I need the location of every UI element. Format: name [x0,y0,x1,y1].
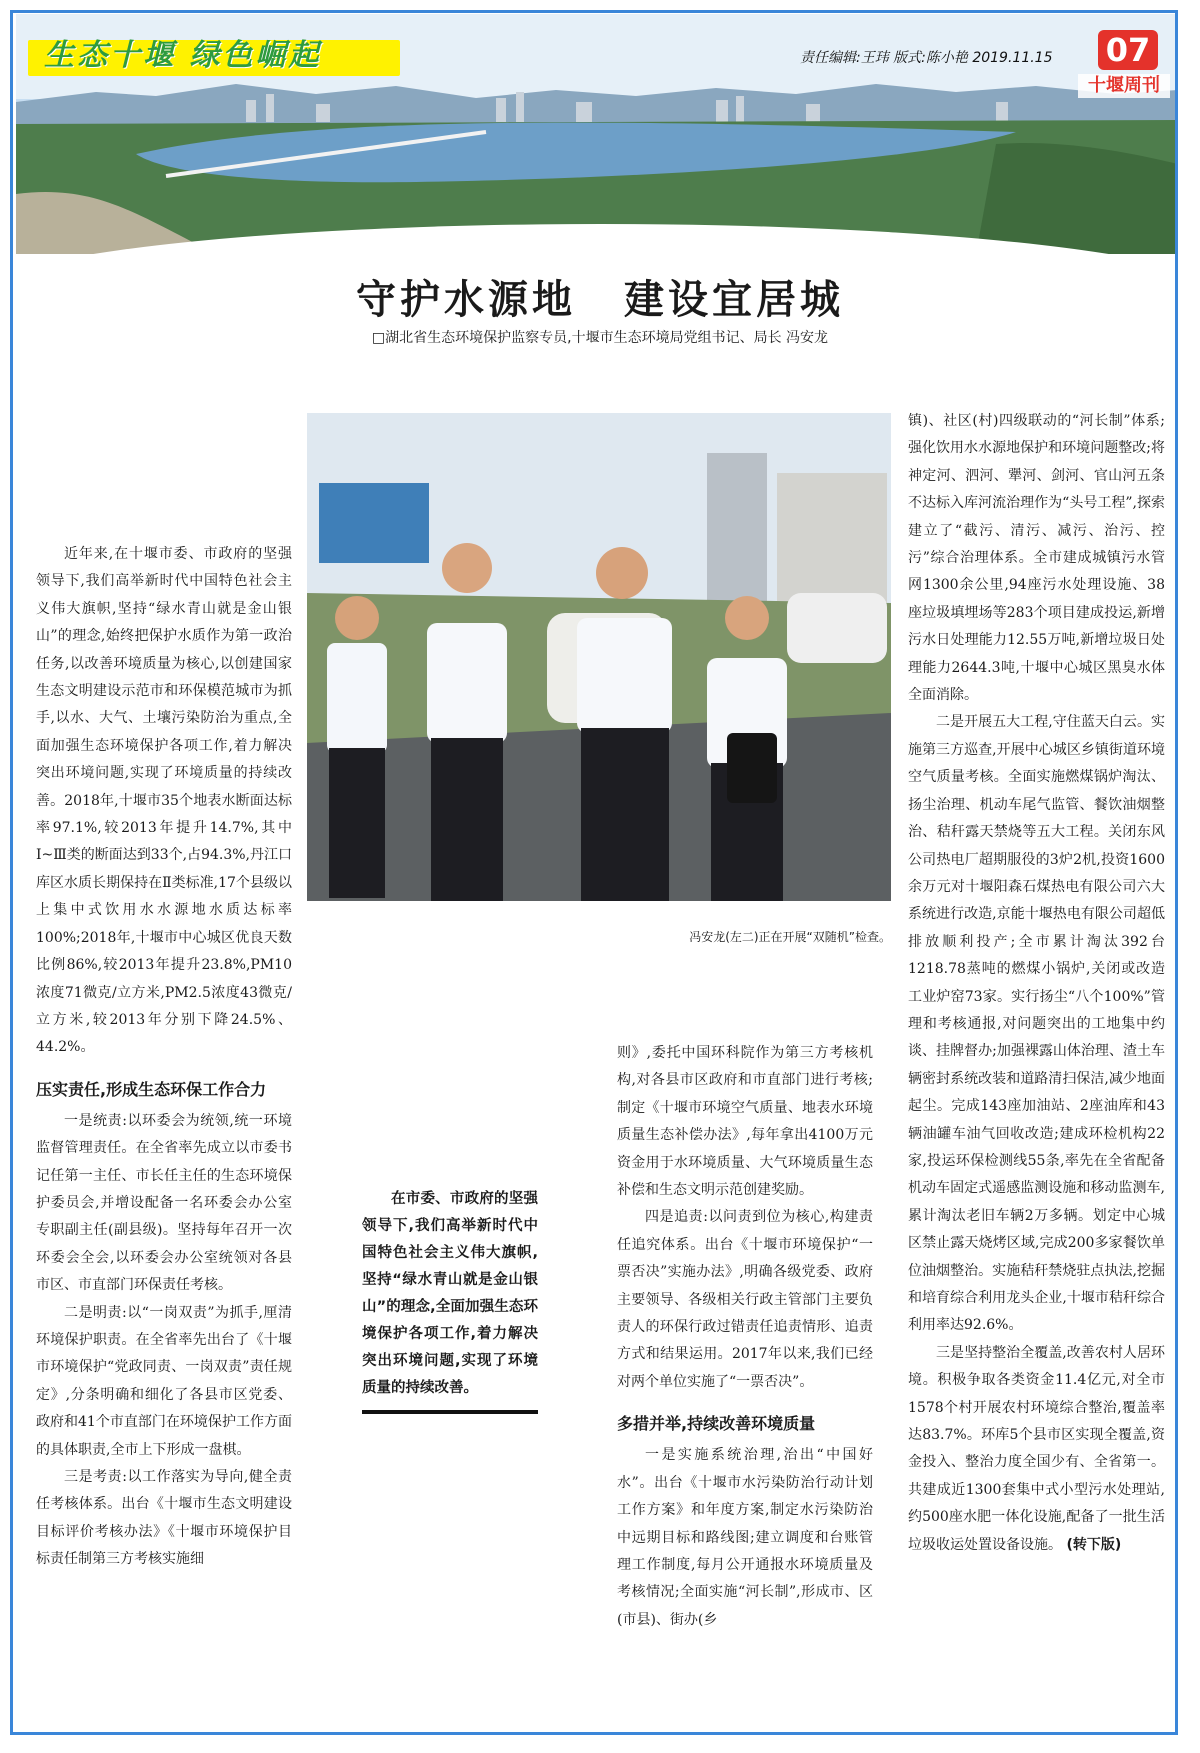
paragraph: 一是统责:以环委会为统领,统一环境监督管理责任。在全省率先成立以市委书记任第一主任、市长任主任的生态环境保护委员会,并增设配备一名环委会办公室专职副主任(副县级)。坚持每年召开一次环委会全会,以环委会办公室统领对各县市区、市直部门环保责任考核。 [36,1112,292,1294]
paragraph: 一是实施系统治理,治出“中国好水”。出台《十堰市水污染防治行动计划工作方案》和年度方案,制定水污染防治中远期目标和路线图;建立调度和台账管理工作制度,每月公开通报水环境质量及考核情况;全面实施“河长制”,形成市、区(市县)、街办(乡 [617,1447,873,1628]
editor-credits: 责任编辑:王玮 版式:陈小艳 2019.11.15 [800,50,1053,66]
paragraph: 近年来,在十堰市委、市政府的坚强领导下,我们高举新时代中国特色社会主义伟大旗帜,坚持“绿水青山就是金山银山”的理念,始终把保护水质作为第一政治任务,以改善环境质量为核心,以创建国家生态文明建设示范市和环保模范城市为抓手,以水、大气、土壤污染防治为重点,全面加强生态环境保护各项工作,着力解决突出环境问题,实现了环境质量的持续改善。2018年,十堰市35个地表水断面达标率97.1%,较2013年提升14.7%,其中Ⅰ~Ⅲ类的断面达到33个,占94.3%,丹江口库区水质长期保持在Ⅱ类标准,17个县级以上集中式饮用水水源地水质达标率100%;2018年,十堰市中心城区优良天数比例86%,较2013年提升23.8%,PM10浓度71微克/立方米,PM2.5浓度43微克/立方米,较2013年分别下降24.5%、44.2%。 [36,546,292,1056]
paragraph-text: 三是坚持整治全覆盖,改善农村人居环境。积极争取各类资金11.4亿元,对全市1578个村开展农村环境综合整治,覆盖率达83.7%。环库5个县市区实现全覆盖,资金投入、整治力度全国少有、全省第一。共建成近1300套集中式小型污水处理站,约500座水肥一体化设施,配备了一批生活垃圾收运处置设备设施。 [908,1344,1165,1553]
section-heading: 压实责任,形成生态环保工作合力 [36,1079,267,1099]
pull-quote: 在市委、市政府的坚强领导下,我们高举新时代中国特色社会主义伟大旗帜,坚持“绿水青山就是金山银山”的理念,全面加强生态环境保护各项工作,着力解决突出环境问题,实现了环境质量的持续改善。 [362,1186,538,1414]
inspection-scene-image [307,413,891,901]
article-byline: □湖北省生态环境保护监察专员,十堰市生态环境局党组书记、局长 冯安龙 [371,330,829,346]
article-photo [307,413,891,901]
section-slogan: 生态十堰 绿色崛起 [44,38,322,73]
newspaper-name: 十堰周刊 [1078,74,1170,98]
photo-caption: 冯安龙(左二)正在开展“双随机”检查。 [689,930,891,944]
paragraph: 镇)、社区(村)四级联动的“河长制”体系;强化饮用水水源地保护和环境问题整改;将神定河、泗河、犟河、剑河、官山河五条不达标入库河流治理作为“头号工程”,探索建立了“截污、清污、减污、治污、控污”综合治理体系。全市建成城镇污水管网1300余公里,94座污水处理设施、38座垃圾填埋场等283个项目建成投运,新增污水日处理能力12.55万吨,新增垃圾日处理能力2644.3吨,十堰中心城区黑臭水体全面消除。 [908,413,1165,704]
paragraph: 二是明责:以“一岗双责”为抓手,厘清环境保护职责。在全省率先出台了《十堰市环境保护“党政同责、一岗双责”责任规定》,分条明确和细化了各县市区党委、政府和41个市直部门在环境保护工作方面的具体职责,全市上下形成一盘棋。 [36,1304,292,1458]
article-title: 守护水源地 建设宜居城 [356,276,844,323]
paragraph [908,1340,1165,1559]
page-number-badge: 07 [1098,30,1158,70]
section-heading: 多措并举,持续改善环境质量 [617,1414,816,1434]
paragraph: 四是追责:以问责到位为核心,构建责任追究体系。出台《十堰市环境保护“一票否决”实施办法》,明确各级党委、政府主要领导、各级相关行政主管部门主要负责人的环保行政过错责任追责情形、追责方式和结果运用。2017年以来,我们已经对两个单位实施了“一票否决”。 [617,1209,873,1390]
paragraph: 则》,委托中国环科院作为第三方考核机构,对各县市区政府和市直部门进行考核;制定《十堰市环境空气质量、地表水环境质量生态补偿办法》,每年拿出4100万元资金用于水环境质量、大气环境质量生态补偿和生态文明示范创建奖励。 [617,1045,873,1199]
paragraph: 三是考责:以工作落实为导向,健全责任考核体系。出台《十堰市生态文明建设目标评价考核办法》《十堰市环境保护目标责任制第三方考核实施细 [36,1469,292,1568]
column-4 [908,408,1165,1559]
column-1 [36,541,292,1574]
continued-note: (转下版) [1066,1536,1122,1553]
column-3 [617,1040,873,1634]
paragraph: 二是开展五大工程,守住蓝天白云。实施第三方巡查,开展中心城区乡镇街道环境空气质量考核。全面实施燃煤锅炉淘汰、扬尘治理、机动车尾气监管、餐饮油烟整治、秸秆露天禁烧等五大工程。关闭东风公司热电厂超期服役的3炉2机,投资1600余万元对十堰阳森石煤热电有限公司六大系统进行改造,京能十堰热电有限公司超低排放顺利投产;全市累计淘汰392台1218.78蒸吨的燃煤小锅炉,关闭或改造工业炉窑73家。实行扬尘“八个100%”管理和考核通报,对问题突出的工地集中约谈、挂牌督办;加强裸露山体治理、渣土车辆密封系统改装和道路清扫保洁,减少地面起尘。完成143座加油站、2座油库和43辆油罐车油气回收改造;建成环检机构22家,投运环保检测线55条,率先在全省配备机动车固定式遥感监测设施和移动监测车,累计淘汰老旧车辆2万多辆。划定中心城区禁止露天烧烤区域,完成200多家餐饮单位油烟整治。实施秸秆禁烧驻点执法,挖掘和培育综合利用龙头企业,十堰市秸秆综合利用率达92.6%。 [908,714,1165,1334]
